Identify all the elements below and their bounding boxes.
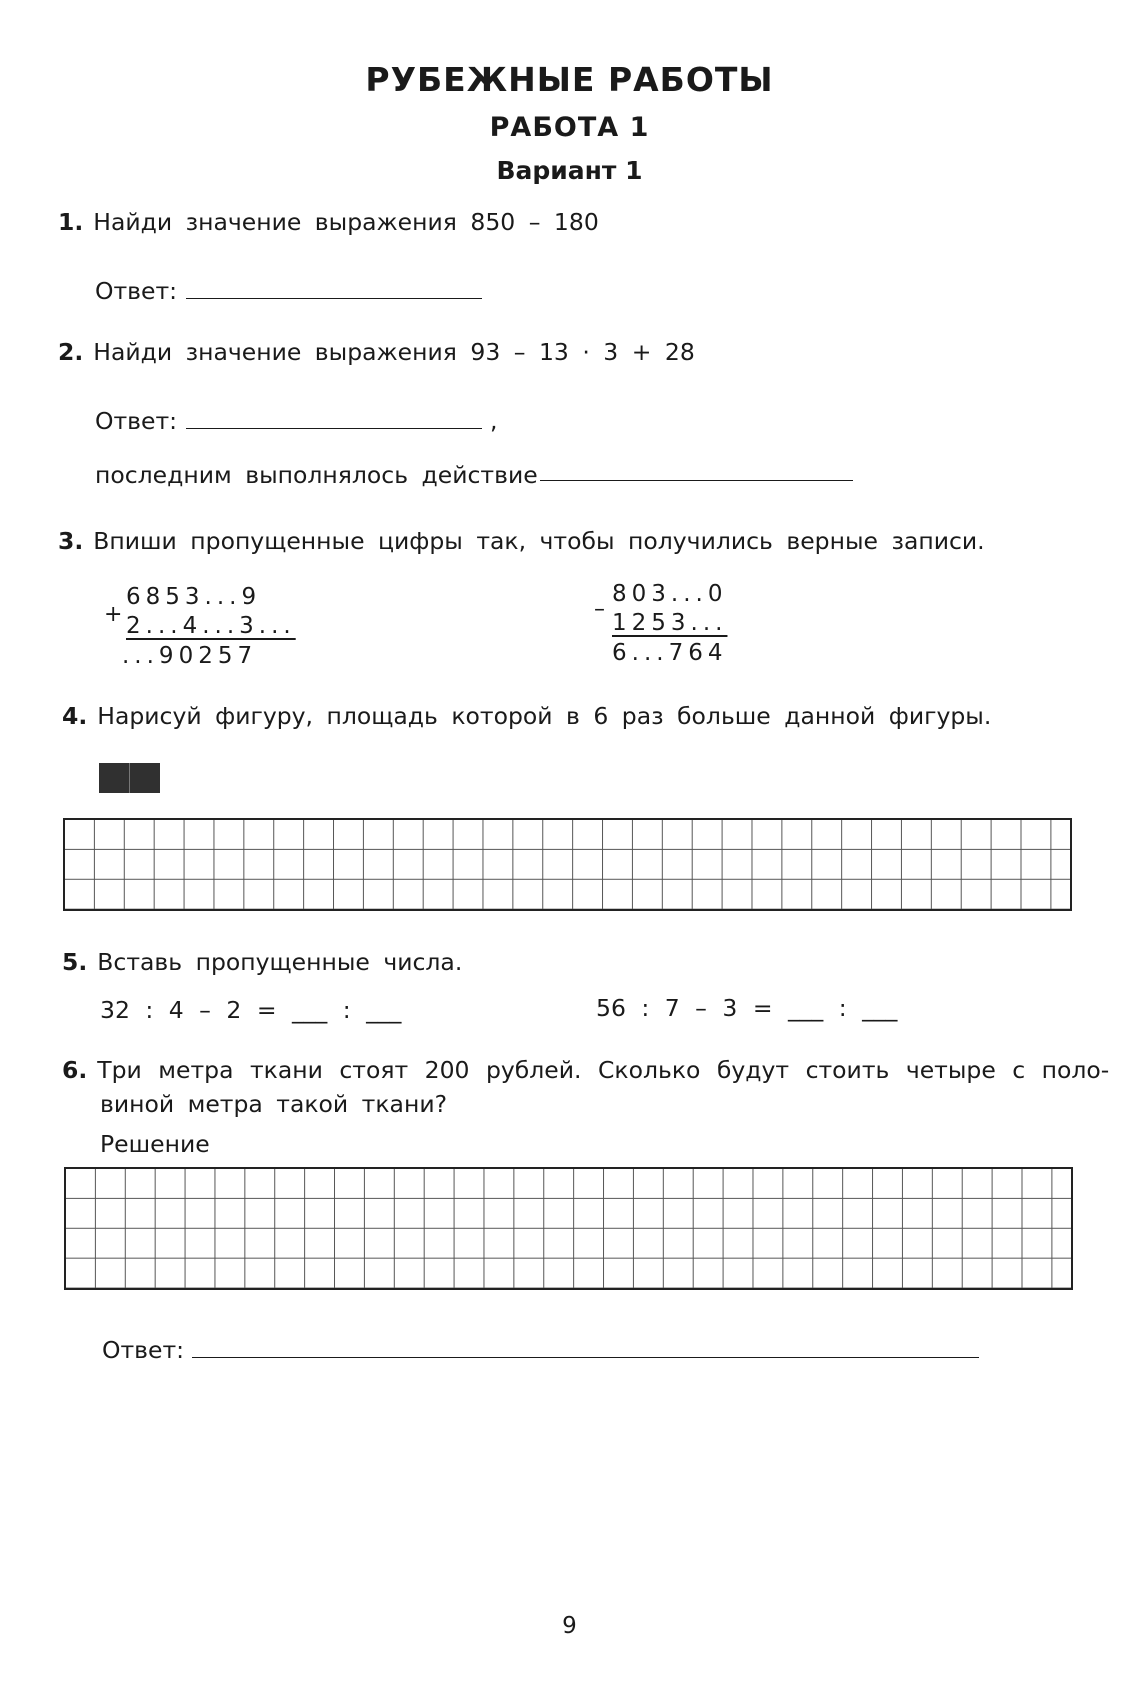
addend-1[interactable]: 6853...9 [126,584,262,610]
last-action-label: последним выполнялось действие [95,461,538,489]
plus-sign: + [104,602,123,627]
question-number: 3. [58,527,84,555]
question-3 [58,527,985,555]
last-action-line[interactable] [540,480,853,481]
minus-sign: – [594,597,605,622]
solution-label: Решение [100,1130,210,1158]
question-number: 6. [62,1056,88,1084]
question-5 [62,948,462,976]
answer-line[interactable] [186,298,482,299]
answer-line[interactable] [186,428,482,429]
work-title: РАБОТА 1 [489,112,650,143]
question-text: Впиши пропущенные цифры так, чтобы получились верные записи. [93,527,985,555]
question-text-line-2: виной метра такой ткани? [100,1090,448,1118]
question-text-line-1: Три метра ткани стоят 200 рублей. Сколько будут стоить четыре с поло- [97,1056,1110,1084]
answer-label: Ответ: [95,277,178,305]
question-number: 5. [62,948,88,976]
answer-label: Ответ: [102,1336,185,1364]
difference-result[interactable]: 6...764 [612,640,728,666]
question-number: 1. [58,208,84,236]
question-text: Найди значение выражения 93 – 13 · 3 + 28 [93,338,695,366]
sum-result[interactable]: ...90257 [122,643,258,669]
drawing-grid[interactable] [63,818,1072,911]
expression-1[interactable]: 32 : 4 – 2 = ___ : ___ [100,996,402,1024]
question-text: Вставь пропущенные числа. [97,948,463,976]
question-number: 2. [58,338,84,366]
question-6 [62,1056,1109,1084]
question-1 [58,208,599,236]
expression-2[interactable]: 56 : 7 – 3 = ___ : ___ [596,994,898,1022]
minuend[interactable]: 803...0 [612,581,728,607]
variant-title: Вариант 1 [496,156,643,185]
addend-2[interactable]: 2...4...3... [126,613,296,639]
question-4 [62,702,991,730]
question-2 [58,338,695,366]
question-number: 4. [62,702,88,730]
answer-line[interactable] [192,1357,979,1358]
question-text: Найди значение выражения 850 – 180 [93,208,599,236]
subtrahend[interactable]: 1253... [612,610,728,636]
page-number: 9 [562,1613,577,1639]
section-title: РУБЕЖНЫЕ РАБОТЫ [365,60,774,99]
given-figure [99,763,160,793]
comma: , [490,407,498,435]
question-text: Нарисуй фигуру, площадь которой в 6 раз больше данной фигуры. [97,702,992,730]
answer-label: Ответ: [95,407,178,435]
solution-grid[interactable] [64,1167,1073,1290]
